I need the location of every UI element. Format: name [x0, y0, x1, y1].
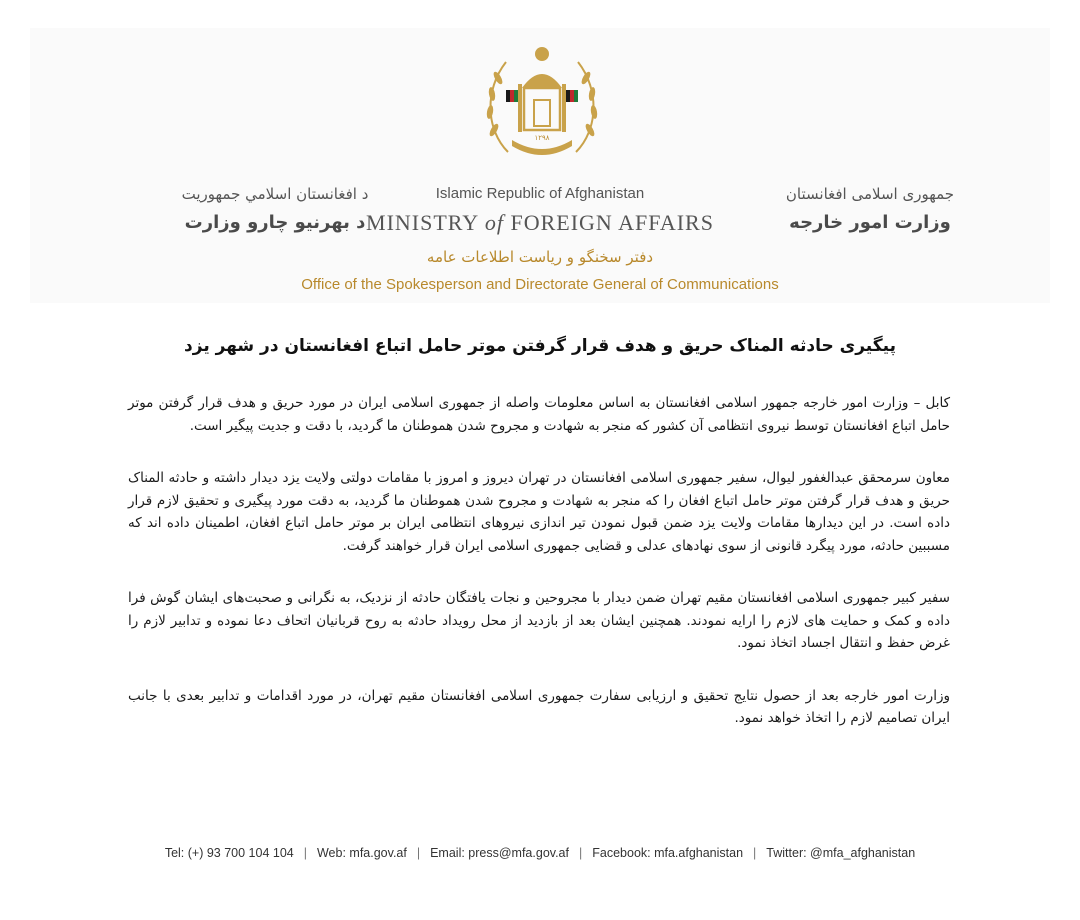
ministry-word: MINISTRY	[366, 210, 479, 235]
contact-footer	[100, 846, 980, 860]
office-dari: دفتر سخنگو و ریاست اطلاعات عامه	[426, 248, 654, 266]
office-english: Office of the Spokesperson and Directorate General of Communications	[301, 276, 779, 293]
pashto-country: د افغانستان اسلامي جمهوریت	[181, 185, 369, 203]
footer-tel: Tel: (+) 93 700 104 104	[164, 846, 294, 860]
footer-email[interactable]: Email: press@mfa.gov.af	[430, 846, 569, 860]
footer-separator: |	[416, 846, 421, 860]
paragraph: سفیر کبیر جمهوری اسلامی افغانستان مقیم تهران ضمن دیدار با مجروحین و نجات یافتگان حادثه از نزدیک، به نگرانی و صحبت‌های ایشان گوش فرا داده و کمک و حمایت های لازم را ارایه نمودند. همچنین ایشان بعد از بازدید از محل رویداد حادثه به روح قربانیان اتحاف دعا نموده و تدابیر لازم را غرض حفظ و انتقال اجساد اتخاذ نمود.	[128, 590, 950, 651]
dari-ministry: وزارت امور خارجه	[789, 212, 951, 233]
ministry-foreign-affairs: FOREIGN AFFAIRS	[510, 210, 714, 235]
footer-separator: |	[303, 846, 307, 860]
emblem-year: ۱۲۹۸	[534, 134, 550, 142]
paragraph: کابل – وزارت امور خارجه جمهور اسلامی افغانستان به اساس معلومات واصله از جمهوری اسلامی ایران در مورد حریق و هدف قرار گرفتن موتر حامل اتباع افغانستان توسط نیروی انتظامی آن کشور که منجر به شهادت و مجروح شدن هموطنان ما گردید، با دقت و جدیت پیگیر است.	[128, 395, 950, 434]
footer-facebook[interactable]: Facebook: mfa.afghanistan	[592, 846, 744, 860]
footer-separator: |	[753, 846, 757, 860]
paragraph: وزارت امور خارجه بعد از حصول نتایج تحقیق و ارزیابی سفارت جمهوری اسلامی افغانستان مقیم تهران، در مورد اقدامات و تدابیر بعدی با جانب ایران تصامیم لازم را اتخاذ خواهد نمود.	[128, 687, 950, 726]
paragraph: معاون سرمحقق عبدالغفور لیوال، سفیر جمهوری اسلامی افغانستان در تهران دیروز و امروز با مقامات دولتی ولایت یزد دیدار داشته و حادثه المناک حریق و هدف قرار گرفتن موتر حامل اتباع افغان را که منجر به شهادت و مجروح شدن هموطنان ما گردید، به دقت مورد پیگیری و تحقیق لازم قرار داده است. در این دیدارها مقامات ولایت یزد ضمن قبول نمودن تیر اندازی نیروهای انتظامی ایران بر موتر حامل اتباع افغان، اطمینان داده اند که مسببین حادثه، مورد پیگرد قانونی از سوی نهادهای عدلی و قضایی جمهوری اسلامی ایران قرار خواهند گرفت.	[128, 470, 950, 554]
english-ministry	[340, 206, 740, 240]
footer-separator: |	[579, 846, 583, 860]
footer-web[interactable]: Web: mfa.gov.af	[316, 846, 407, 860]
document-body	[128, 392, 950, 760]
english-country: Islamic Republic of Afghanistan	[435, 185, 645, 202]
dari-header	[705, 182, 1035, 240]
document-title: پیگیری حادثه المناک حریق و هدف قرار گرفتن موتر حامل اتباع افغانستان در شهر یزد	[184, 336, 896, 356]
footer-twitter[interactable]: Twitter: @mfa_afghanistan	[766, 846, 916, 860]
english-header	[340, 182, 740, 240]
ministry-of: of	[484, 210, 504, 235]
pashto-ministry: د بهرنیو چارو وزارت	[184, 212, 366, 233]
dari-country: جمهوری اسلامی افغانستان	[785, 185, 955, 203]
national-emblem-icon	[478, 40, 606, 168]
